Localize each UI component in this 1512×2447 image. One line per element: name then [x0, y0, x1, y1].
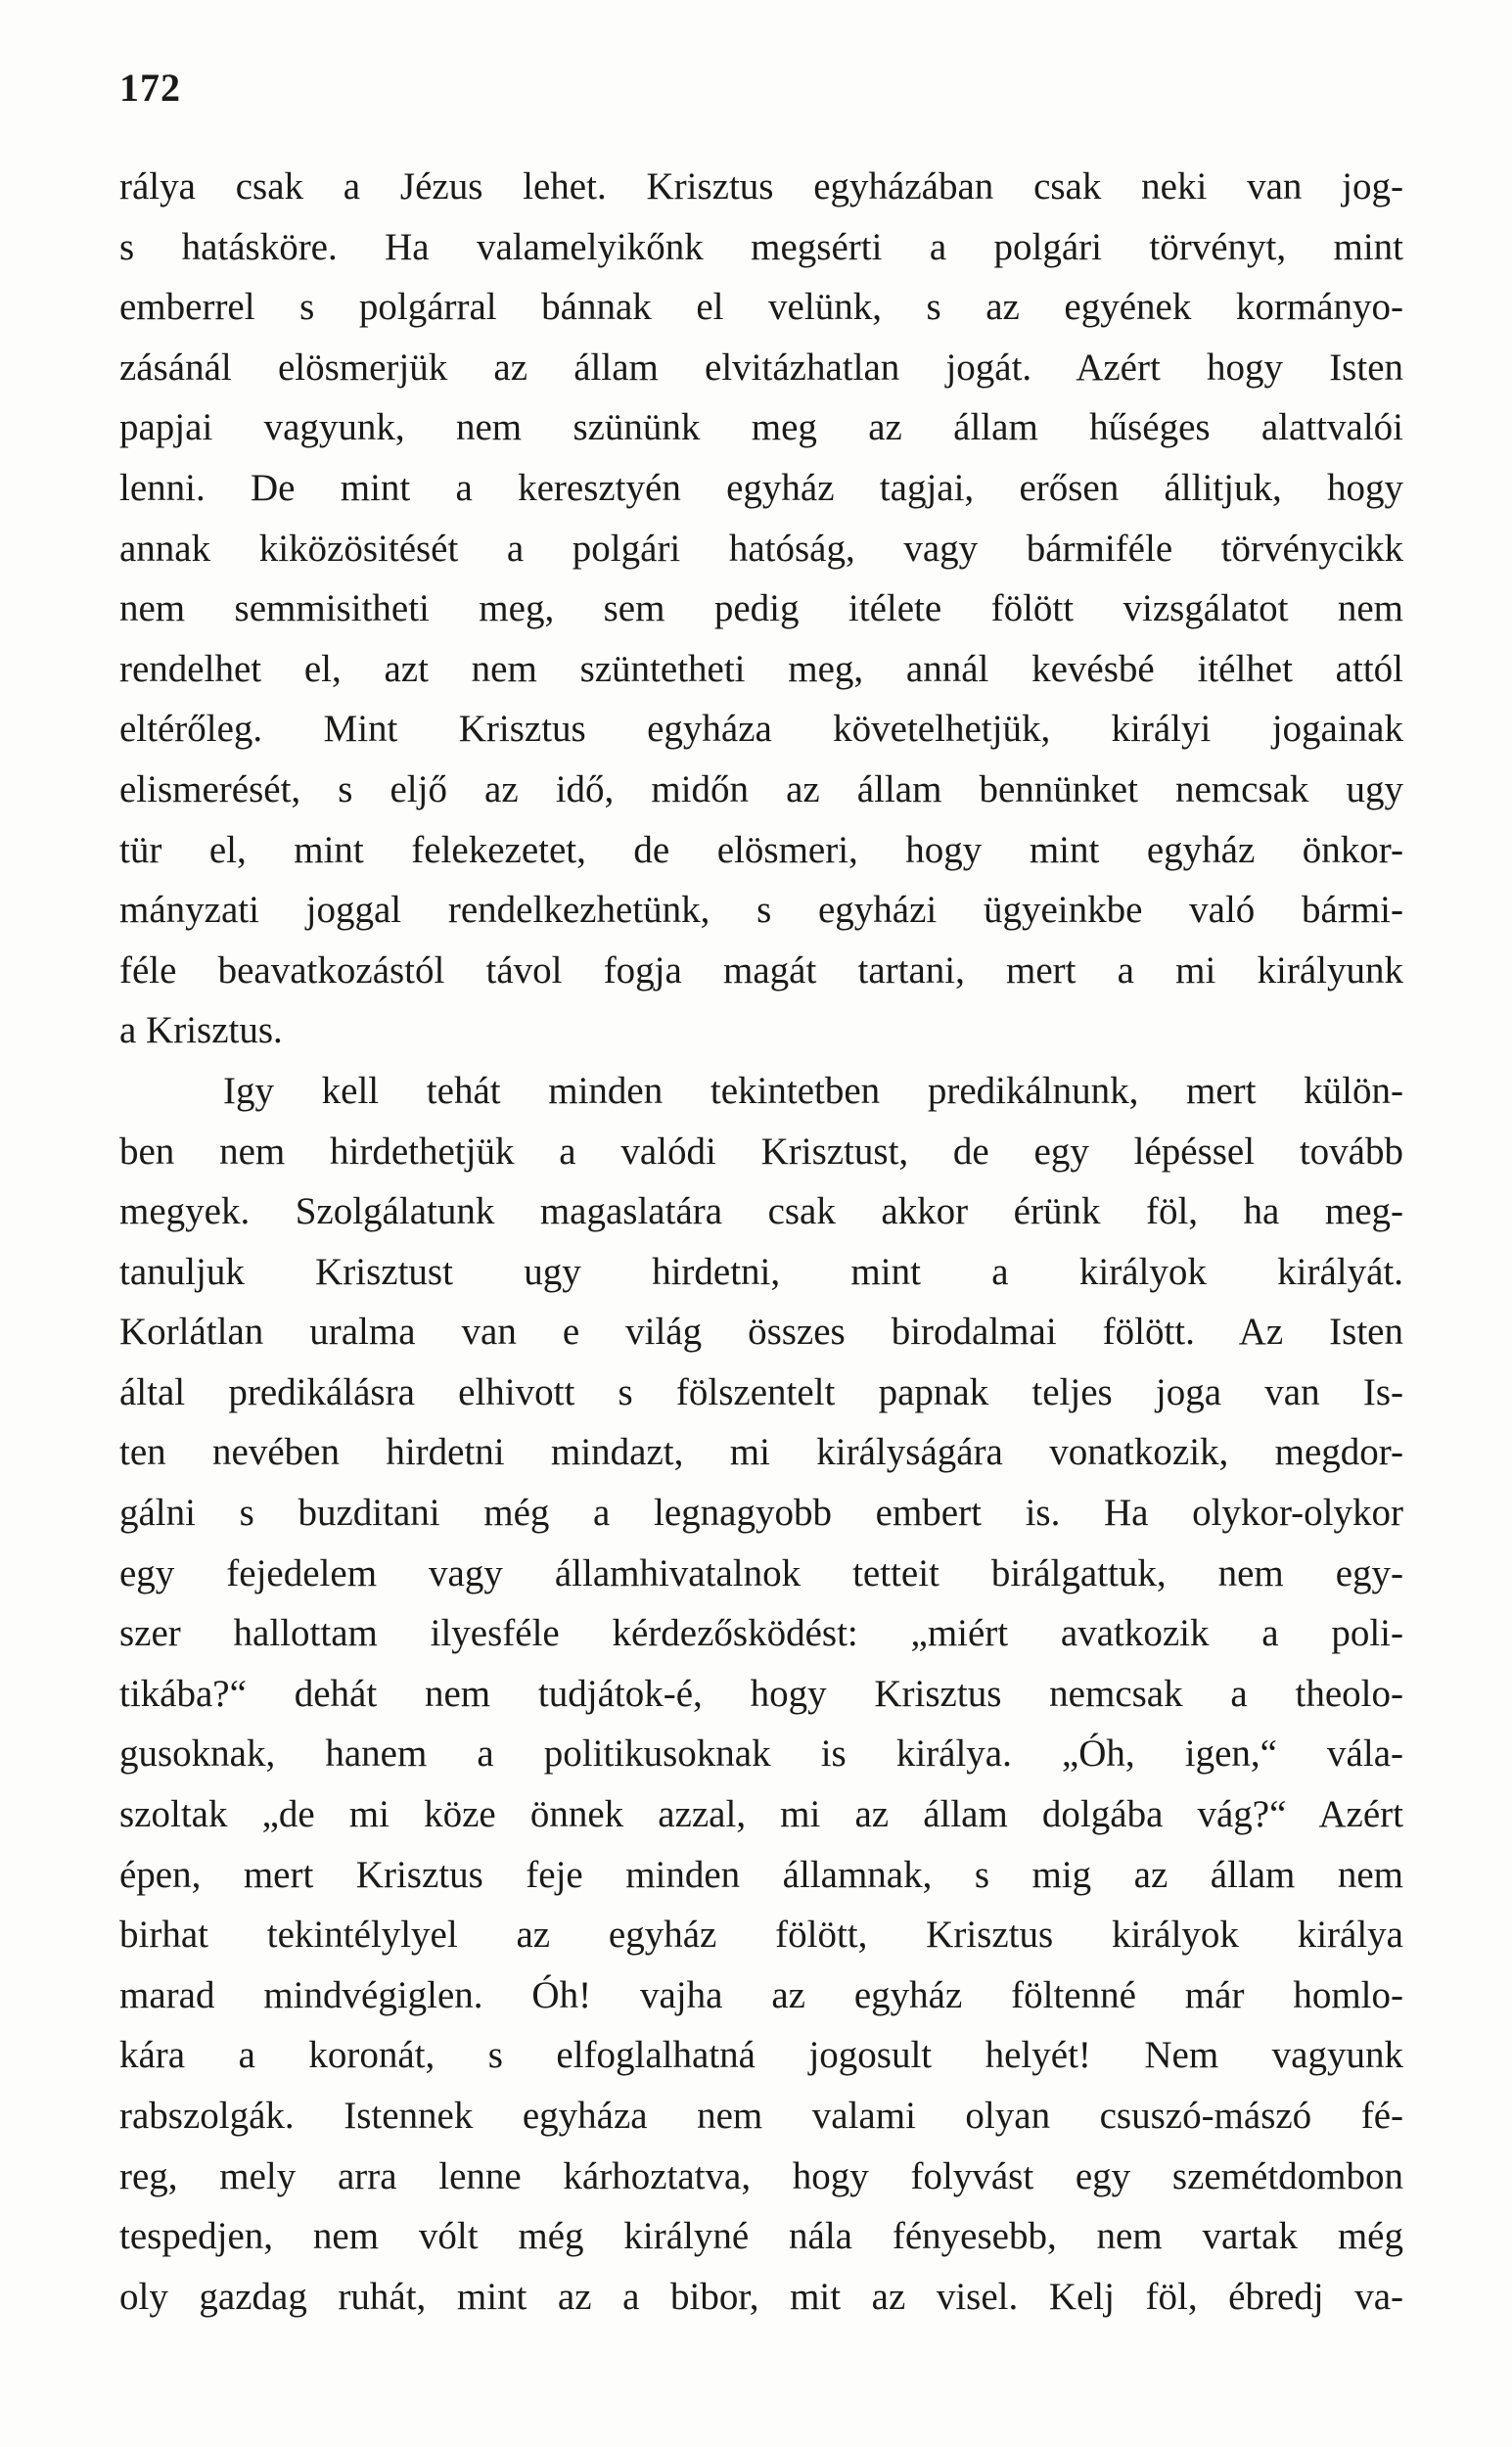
text-line: nem semmisitheti meg, sem pedig itélete fölött vizsgálatot nem: [119, 587, 1403, 630]
text-line: egy fejedelem vagy államhivatalnok tetteit birálgattuk, nem egy-: [119, 1551, 1403, 1594]
text-line: reg, mely arra lenne kárhoztatva, hogy folyvást egy szemétdombon: [119, 2154, 1403, 2197]
text-line: rálya csak a Jézus lehet. Krisztus egyházában csak neki van jog-: [119, 165, 1403, 208]
text-line: által predikálásra elhivott s fölszentelt papnak teljes joga van Is-: [119, 1370, 1403, 1413]
body-text: [119, 157, 1403, 2327]
text-line: megyek. Szolgálatunk magaslatára csak akkor érünk föl, ha meg-: [119, 1190, 1403, 1233]
text-line: ten nevében hirdetni mindazt, mi királyságára vonatkozik, megdor-: [119, 1431, 1403, 1474]
text-line: tikába?“ dehát nem tudjátok-é, hogy Krisztus nemcsak a theolo-: [119, 1672, 1403, 1715]
text-line: birhat tekintélylyel az egyház fölött, Krisztus királyok királya: [119, 1914, 1403, 1957]
text-line: oly gazdag ruhát, mint az a bibor, mit az visel. Kelj föl, ébredj va-: [119, 2275, 1403, 2318]
text-line: Korlátlan uralma van e világ összes birodalmai fölött. Az Isten: [119, 1311, 1403, 1354]
text-line: lenni. De mint a keresztyén egyház tagjai, erősen állitjuk, hogy: [119, 466, 1403, 509]
page-number: 172: [119, 66, 181, 110]
text-line: szer hallottam ilyesféle kérdezősködést: „miért avatkozik a poli-: [119, 1612, 1403, 1655]
text-line: marad mindvégiglen. Óh! vajha az egyház föltenné már homlo-: [119, 1973, 1403, 2016]
text-line: tür el, mint felekezetet, de elösmeri, hogy mint egyház önkor-: [119, 828, 1403, 871]
text-line: eltérőleg. Mint Krisztus egyháza követelhetjük, királyi jogainak: [119, 708, 1403, 751]
text-line: zásánál elösmerjük az állam elvitázhatlan jogát. Azért hogy Isten: [119, 346, 1403, 389]
text-line: kára a koronát, s elfoglalhatná jogosult helyét! Nem vagyunk: [119, 2034, 1403, 2077]
text-line: féle beavatkozástól távol fogja magát tartani, mert a mi királyunk: [119, 948, 1403, 992]
text-line: szoltak „de mi köze önnek azzal, mi az állam dolgába vág?“ Azért: [119, 1793, 1403, 1836]
text-line: annak kiközösitését a polgári hatóság, vagy bármiféle törvénycikk: [119, 527, 1403, 570]
text-line: gálni s buzditani még a legnagyobb embert is. Ha olykor-olykor: [119, 1492, 1403, 1535]
text-line: mányzati joggal rendelkezhetünk, s egyházi ügyeinkbe való bármi-: [119, 889, 1403, 932]
text-line: rabszolgák. Istennek egyháza nem valami olyan csuszó-mászó fé-: [119, 2095, 1403, 2137]
text-line: tanuljuk Krisztust ugy hirdetni, mint a királyok királyát.: [119, 1250, 1403, 1293]
text-line: rendelhet el, azt nem szüntetheti meg, annál kevésbé itélhet attól: [119, 647, 1403, 690]
text-line: s hatásköre. Ha valamelyikőnk megsérti a polgári törvényt, mint: [119, 225, 1403, 268]
text-line: elismerését, s eljő az idő, midőn az állam bennünket nemcsak ugy: [119, 767, 1403, 810]
text-line: papjai vagyunk, nem szününk meg az állam hűséges alattvalói: [119, 406, 1403, 449]
text-line: ben nem hirdethetjük a valódi Krisztust, de egy lépéssel tovább: [119, 1130, 1403, 1173]
text-line: a Krisztus.: [119, 1009, 283, 1052]
text-line: tespedjen, nem vólt még királyné nála fényesebb, nem vartak még: [119, 2215, 1403, 2258]
text-line: emberrel s polgárral bánnak el velünk, s az egyének kormányo-: [119, 286, 1403, 329]
text-line: gusoknak, hanem a politikusoknak is királya. „Óh, igen,“ vála-: [119, 1732, 1403, 1776]
text-line: Igy kell tehát minden tekintetben predikálnunk, mert külön-: [223, 1069, 1403, 1112]
text-line: épen, mert Krisztus feje minden államnak, s mig az állam nem: [119, 1853, 1403, 1896]
